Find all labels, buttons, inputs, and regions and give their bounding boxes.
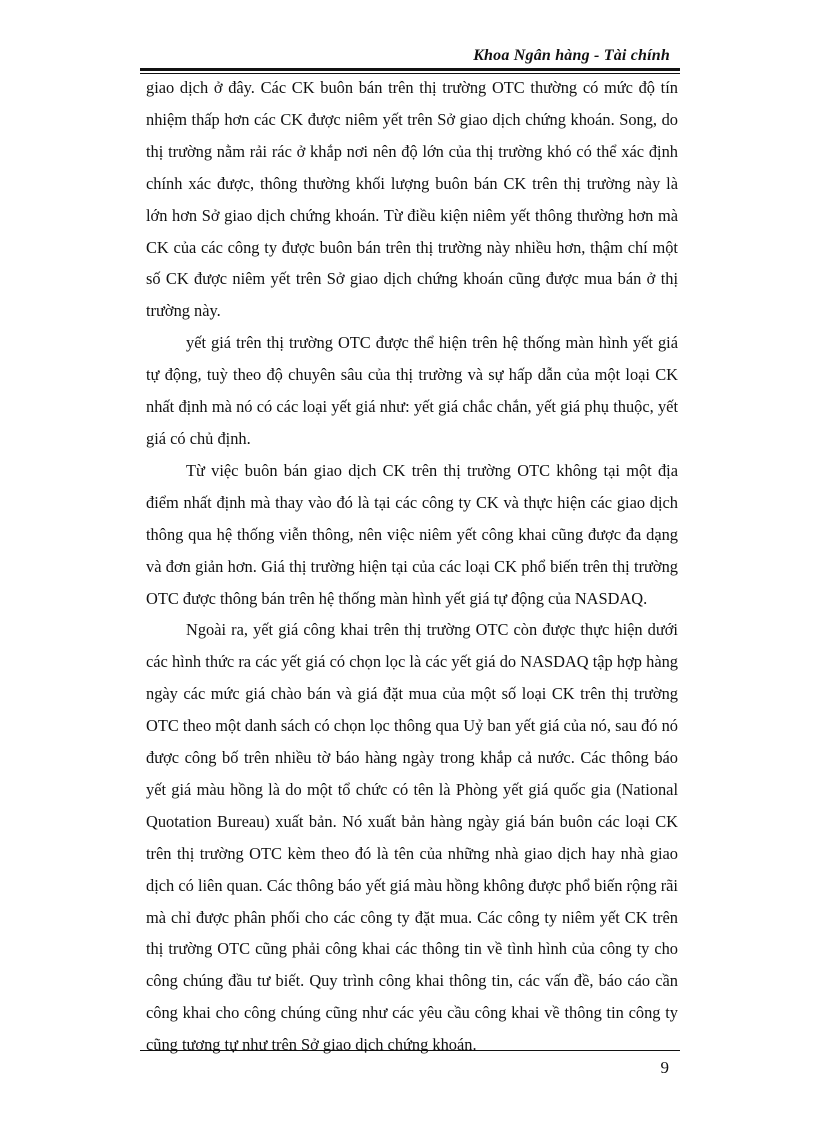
header-rule [140,68,680,71]
paragraph-public-listing: Từ việc buôn bán giao dịch CK trên thị trường OTC không tại một địa điểm nhất định mà thay vào đó là tại các công ty CK và thực hiện các giao dịch thông qua hệ thống viễn thông, nên việc niêm yết công khai cũng được đa dạng và đơn giản hơn. Giá thị trường hiện tại của các loại CK phổ biến trên thị trường OTC được thông bán trên hệ thống màn hình yết giá tự động của NASDAQ. [146,460,678,608]
footer-rule [140,1050,680,1051]
paragraph-continued: giao dịch ở đây. Các CK buôn bán trên thị trường OTC thường có mức độ tín nhiệm thấp hơn các CK được niêm yết trên Sở giao dịch chứng khoán. Song, do thị trường nằm rải rác ở khắp nơi nên độ lớn của thị trường khó có thể xác định chính xác được, thông thường khối lượng buôn bán CK trên thị trường này là lớn hơn Sở giao dịch chứng khoán. Từ điều kiện niêm yết thông thường hơn mà CK của các công ty được buôn bán trên thị trường này nhiều hơn, thậm chí một số CK được niêm yết trên Sở giao dịch chứng khoán cũng được mua bán ở thị trường này. [146,78,678,321]
paragraph-selective-quotation: Ngoài ra, yết giá công khai trên thị trường OTC còn được thực hiện dưới các hình thức ra các yết giá có chọn lọc là các yết giá do NASDAQ tập hợp hàng ngày các mức giá chào bán và giá đặt mua của một số loại CK trên thị trường OTC theo một danh sách có chọn lọc thông qua Uỷ ban yết giá của nó, sau đó nó được công bố trên nhiều tờ báo hàng ngày trong khắp cả nước. Các thông báo yết giá màu hồng là do một tổ chức có tên là Phòng yết giá quốc gia (National Quotation Bureau) xuất bản. Nó xuất bản hàng ngày giá bán buôn các loại CK trên thị trường OTC kèm theo đó là tên của những nhà giao dịch hay nhà giao dịch có liên quan. Các thông báo yết giá màu hồng không được phổ biến rộng rãi mà chỉ được phân phối cho các công ty đặt mua. Các công ty niêm yết CK trên thị trường OTC cũng phải công khai các thông tin về tình hình của công ty cho công chúng đầu tư biết. Quy trình công khai thông tin, các vấn đề, báo cáo cần công khai cho công chúng cũng như các yêu cầu công khai về thông tin công ty cũng tương tự như trên Sở giao dịch chứng khoán. [146,620,678,1055]
page-body [146,72,678,1061]
page-number: 9 [660,1058,669,1077]
page-header-title: Khoa Ngân hàng - Tài chính [473,47,670,64]
paragraph-quotation-types: yết giá trên thị trường OTC được thể hiện trên hệ thống màn hình yết giá tự động, tuỳ theo độ chuyên sâu của thị trường và sự hấp dẫn của một loại CK nhất định mà nó có các loại yết giá như: yết giá chắc chắn, yết giá phụ thuộc, yết giá có chủ định. [146,333,678,448]
